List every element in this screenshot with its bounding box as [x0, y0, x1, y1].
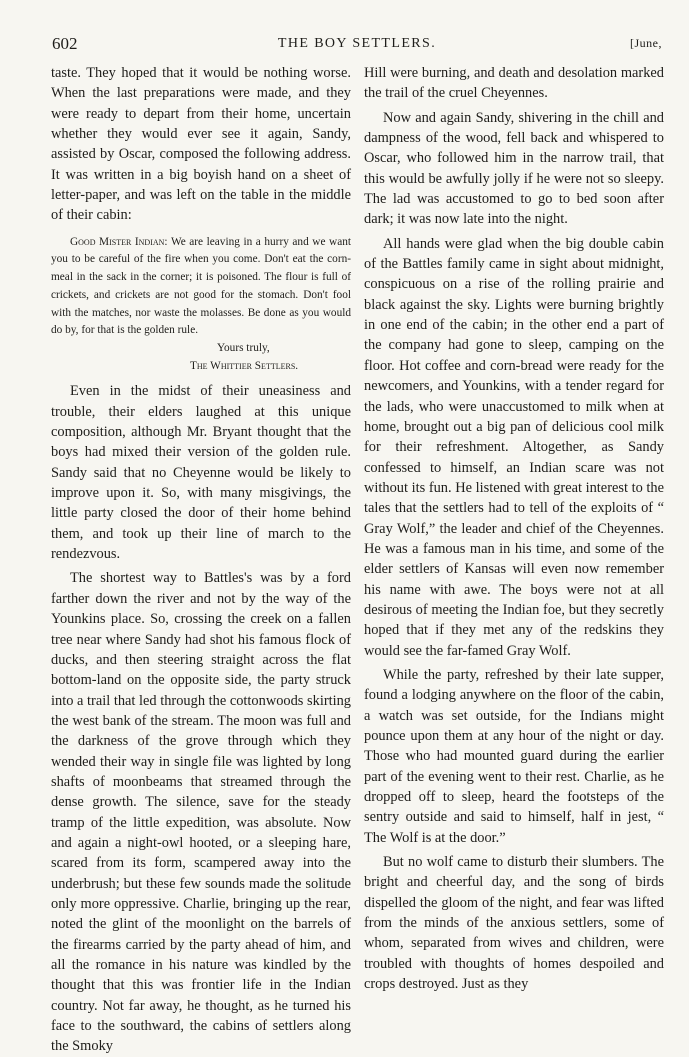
letter-signature: The Whittier Settlers. — [190, 359, 299, 372]
paragraph: Even in the midst of their uneasiness and trouble, their elders laughed at this unique composition, although Mr. Bryant thought that the boys had mixed their version of the golden rule. Sandy said that no Cheyenne would be likely to improve upon it. So, with many misgivings, the little party closed the door of their home behind them, and took up their line of march to the rendezvous. — [51, 383, 351, 563]
indian-letter — [51, 234, 351, 376]
running-header — [52, 34, 662, 56]
letter-salutation: Good Mister Indian: — [70, 235, 168, 248]
paragraph: Hill were burning, and death and desolation marked the trail of the cruel Cheyennes. — [364, 65, 664, 102]
paragraph: The shortest way to Battles's was by a ford farther down the river and not by the way of the Younkins place. So, crossing the creek on a fallen tree near where Sandy had shot his famous flock of ducks, and then steering straight across the flat bottom-land on the opposite side, the party struck into a trail that led through the cottonwoods skirting the west bank of the stream. The moon was full and the darkness of the grove through which they wended their way in single file was lighted by long shafts of moonbeams that streamed through the dense growth. The silence, save for the steady tramp of the little expedition, was absolute. Now and again a night-owl hooted, or a sleeping hare, scared from its form, scampered away into the underbrush; but these few sounds made the solitude only more oppressive. Charlie, bringing up the rear, noted the glint of the moonlight on the barrels of the firearms carried by the party ahead of him, and all the romance in his nature was kindled by the thought that this was frontier life in the Indian country. Not far away, he thought, as he turned his face to the southward, the cabins of settlers along the Smoky — [51, 570, 351, 1055]
paragraph: All hands were glad when the big double cabin of the Battles family came in sight about midnight, conspicuous on a rise of the rolling prairie and black against the sky. Lights were burning brightly in one end of the cabin; in the other end a part of the company had gone to sleep, camping on the floor. Hot coffee and corn-bread were ready for the newcomers, and Younkins, with a tender regard for the lads, who were unaccustomed to milk when at home, brought out a big pan of delicious cool milk for their refreshment. Altogether, as Sandy confessed to himself, an Indian scare was not without its fun. He listened with great interest to the tales that the settlers had to tell of the exploits of “ Gray Wolf,” the leader and chief of the Cheyennes. He was a famous man in his time, and some of the elder settlers of Kansas will even now remember his name with awe. The boys were not at all desirous of meeting the Indian foe, but they secretly hoped that if they met any of the redskins they would see the far-famed Gray Wolf. — [364, 235, 664, 659]
paragraph: But no wolf came to disturb their slumbers. The bright and cheerful day, and the song of birds dispelled the gloom of the night, and fear was lifted from the minds of the anxious settlers, some of whom, separated from wives and children, were troubled with thoughts of homes despoiled and crops destroyed. Just as they — [364, 854, 664, 993]
page-number: 602 — [52, 34, 78, 53]
letter-text — [51, 234, 351, 340]
letter-closing: Yours truly, — [217, 341, 270, 354]
left-column — [51, 63, 351, 1057]
right-column — [364, 63, 664, 994]
paragraph: Now and again Sandy, shivering in the chill and dampness of the wood, fell back and whispered to Oscar, who followed him in the narrow trail, that this would be awfully jolly if he were not so sleepy. The lad was accustomed to go to bed soon after dark; it was now late into the night. — [364, 109, 664, 228]
running-month: [June, — [630, 36, 662, 50]
letter-body: We are leaving in a hurry and we want you to be careful of the fire when you come. Don't eat the corn-meal in the sack in the corner; it is poisoned. The flour is full of crickets, and crickets are not good for the stomach. Don't fool with the matches, nor waste the molasses. Be done as you would do by, for that is the golden rule. — [51, 235, 351, 337]
paragraph: taste. They hoped that it would be nothing worse. When the last preparations were made, and they were ready to depart from their home, uncertain whether they would ever see it again, Sandy, assisted by Oscar, composed the following address. It was written in a big boyish hand on a sheet of letter-paper, and was left on the table in the middle of their cabin: — [51, 65, 351, 224]
running-title: THE BOY SETTLERS. — [277, 36, 437, 51]
paragraph: While the party, refreshed by their late supper, found a lodging anywhere on the floor of the cabin, a watch was set outside, for the Indians might pounce upon them at any hour of the night or day. Those who had mounted guard during the earlier part of the evening went to their rest. Charlie, as he dropped off to sleep, heard the footsteps of the sentry outside and said to himself, half in jest, “ The Wolf is at the door.” — [364, 666, 664, 846]
